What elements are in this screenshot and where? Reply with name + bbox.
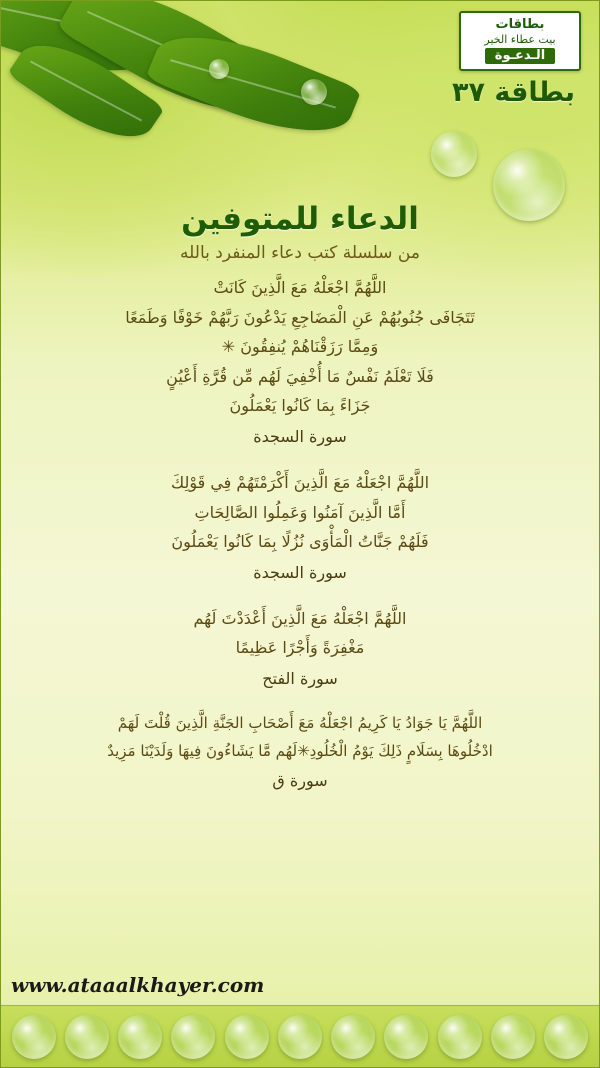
water-drop-icon xyxy=(438,1015,482,1059)
supplication-section xyxy=(17,710,583,791)
logo-line-3: الـدعـوة xyxy=(485,48,555,64)
leaf-icon xyxy=(7,24,165,158)
verse-line: اللَّهُمَّ اجْعَلْهُ مَعَ الَّذِينَ أَكْرَمْتَهُمْ فِي قَوْلِكَ xyxy=(170,472,430,492)
verse-line: وَمِمَّا رَزَقْنَاهُمْ يُنفِقُونَ ✳ xyxy=(221,337,379,357)
series-subtitle: من سلسلة كتب دعاء المنفرد بالله xyxy=(180,243,420,263)
water-drop-icon xyxy=(171,1015,215,1059)
card-content xyxy=(1,187,599,1005)
verse-line: فَلَهُمْ جَنَّاتُ الْمَأْوَى نُزُلًا بِمَا كَانُوا يَعْمَلُونَ xyxy=(171,532,429,552)
verse-line: اللَّهُمَّ اجْعَلْهُ مَعَ الَّذِينَ أَعْدَدْتَ لَهُم xyxy=(193,608,407,628)
water-drop-icon xyxy=(209,59,229,79)
water-drop-icon xyxy=(301,79,327,105)
water-drop-icon xyxy=(12,1015,56,1059)
website-url[interactable]: www.ataaalkhayer.com xyxy=(11,973,265,997)
leaf-icon xyxy=(0,0,179,95)
leaf-icon xyxy=(145,13,361,155)
verse-line: اللَّهُمَّ اجْعَلْهُ مَعَ الَّذِينَ كَانَتْ xyxy=(213,278,387,297)
leaf-icon xyxy=(56,0,286,139)
verse-line: اللَّهُمَّ يَا جَوَادُ يَا كَرِيمُ اجْعَلْهُ مَعَ أَصْحَابِ الجَنَّةِ الَّذِينَ قُلْتَ لَهَمْ xyxy=(117,713,483,732)
verse-source: سورة ق xyxy=(272,771,328,791)
verse-line: جَزَاءً بِمَا كَانُوا يَعْمَلُونَ xyxy=(229,396,371,416)
water-drop-icon xyxy=(331,1015,375,1059)
supplication-section xyxy=(17,273,583,446)
verse-line: تَتَجَافَى جُنُوبُهُمْ عَنِ الْمَضَاجِعِ يَدْعُونَ رَبَّهُمْ خَوْفًا وَطَمَعًا xyxy=(125,307,475,327)
verse-line: مَغْفِرَةً وَأَجْرًا عَظِيمًا xyxy=(235,638,365,658)
publisher-logo xyxy=(459,11,581,71)
verse-source: سورة الفتح xyxy=(262,668,338,688)
water-drop-icon xyxy=(118,1015,162,1059)
supplication-section xyxy=(17,468,583,582)
water-drop-icon xyxy=(384,1015,428,1059)
logo-line-2: بيت عطاء الخير xyxy=(484,32,556,46)
page-title: الدعاء للمتوفين xyxy=(181,201,419,237)
water-drop-icon xyxy=(431,131,477,177)
verse-line: ادْخُلُوهَا بِسَلَامٍ ذَلِكَ يَوْمُ الْخُلُودِ✳لَهُم مَّا يَشَاءُونَ فِيهَا وَلَدَيْنَا مَزِيدٌ xyxy=(107,741,493,760)
verse-line: فَلَا تَعْلَمُ نَفْسٌ مَا أُخْفِيَ لَهُم مِّن قُرَّةِ أَعْيُنٍ xyxy=(166,366,434,386)
card-number: بطاقة ٣٧ xyxy=(452,77,575,108)
water-drop-icon xyxy=(65,1015,109,1059)
water-drop-icon xyxy=(491,1015,535,1059)
logo-line-1: بطاقات xyxy=(495,17,545,33)
verse-source: سورة السجدة xyxy=(253,562,347,582)
verse-source: سورة السجدة xyxy=(253,426,347,446)
bottom-drop-border xyxy=(1,1005,599,1067)
water-drop-icon xyxy=(544,1015,588,1059)
water-drop-icon xyxy=(278,1015,322,1059)
supplication-section xyxy=(17,604,583,688)
verse-line: أَمَّا الَّذِينَ آمَنُوا وَعَمِلُوا الصَّالِحَاتِ xyxy=(194,502,406,522)
water-drop-icon xyxy=(225,1015,269,1059)
